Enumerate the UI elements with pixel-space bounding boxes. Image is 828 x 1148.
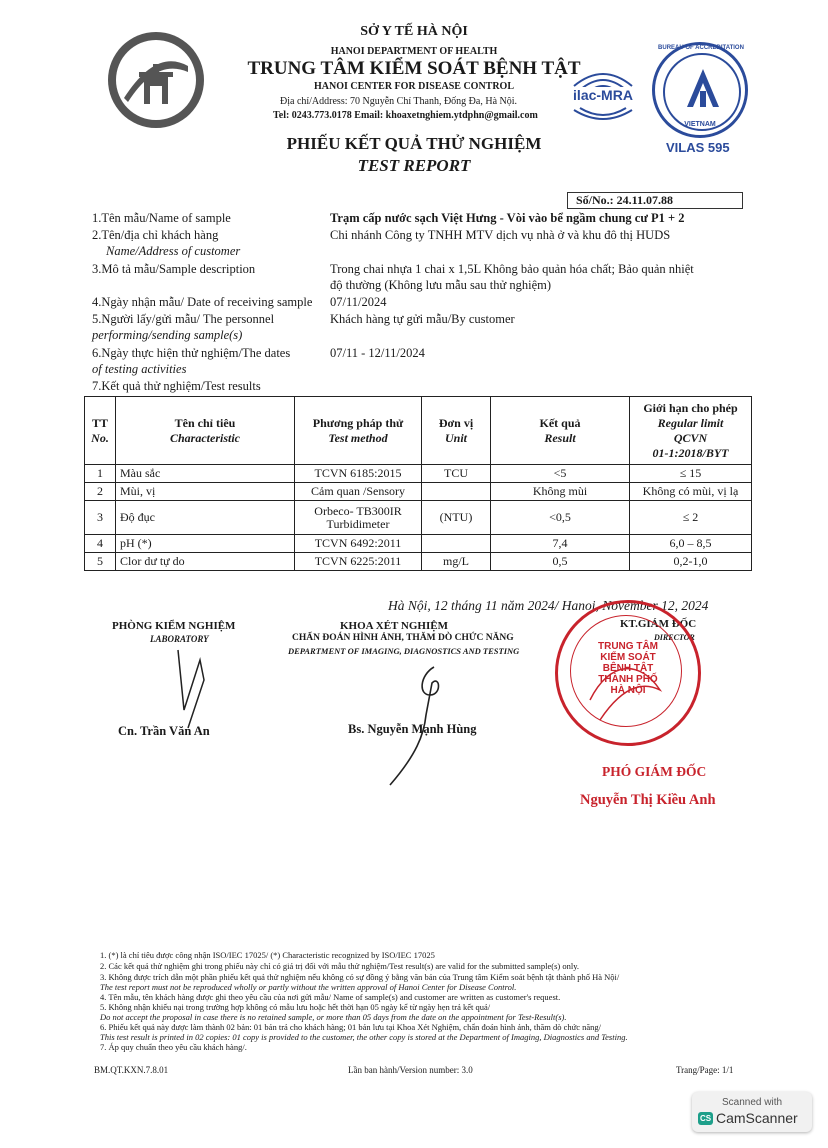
- row-characteristic: Màu sắc: [116, 465, 295, 483]
- row-no: 4: [85, 535, 116, 553]
- customer: Chi nhánh Công ty TNHH MTV dịch vụ nhà ở và khu đô thị HUDS: [330, 228, 671, 242]
- stamp-line-1: TRUNG TÂM: [598, 641, 658, 652]
- row-limit: ≤ 15: [630, 465, 752, 483]
- row-method: TCVN 6492:2011: [295, 535, 422, 553]
- row-limit: ≤ 2: [630, 501, 752, 535]
- footnote-3-en: The test report must not be reproduced wholly or partly without the written approval of Hanoi Center for Disease Control.: [100, 982, 517, 992]
- desc-1: Trong chai nhựa 1 chai x 1,5L Không bảo quản hóa chất; Bảo quản nhiệt: [330, 262, 694, 276]
- row-unit: [422, 483, 491, 501]
- test-dates: 07/11 - 12/11/2024: [330, 346, 425, 360]
- lab-person: Cn. Trần Văn An: [118, 724, 210, 738]
- table-row: [85, 483, 752, 501]
- footnote-6: 6. Phiếu kết quả này được làm thành 02 bản: 01 bản trả cho khách hàng; 01 bản lưu tại Khoa Xét Nghiệm, chẩn đoán hình ảnh, thăm dò chức năng/: [100, 1022, 602, 1032]
- vice-director-name: Nguyễn Thị Kiều Anh: [580, 792, 716, 808]
- footnote-7: 7. Áp quy chuẩn theo yêu cầu khách hàng/.: [100, 1042, 247, 1052]
- header-unit: Đơn vị Unit: [422, 397, 491, 465]
- row-method: Cảm quan /Sensory: [295, 483, 422, 501]
- row-method: TCVN 6185:2015: [295, 465, 422, 483]
- person-label-2: performing/sending sample(s): [92, 328, 243, 342]
- row-result: <5: [491, 465, 630, 483]
- form-code: BM.QT.KXN.7.8.01: [94, 1065, 169, 1075]
- row-unit: [422, 535, 491, 553]
- row-method: Orbeco- TB300IR Turbidimeter: [295, 501, 422, 535]
- row-characteristic: Mùi, vị: [116, 483, 295, 501]
- row-method: TCVN 6225:2011: [295, 553, 422, 571]
- contact: Tel: 0243.773.0178 Email: khoaxetnghiem.ytdphn@gmail.com: [273, 110, 538, 121]
- row-characteristic: Clor dư tự do: [116, 553, 295, 571]
- row-no: 2: [85, 483, 116, 501]
- stamp-line-5: HÀ NỘI: [610, 685, 646, 696]
- director-title: KT.GIÁM ĐỐC: [620, 618, 697, 630]
- row-characteristic: pH (*): [116, 535, 295, 553]
- table-row: [85, 501, 752, 535]
- desc-label: 3.Mô tả mẫu/Sample description: [92, 262, 256, 276]
- dates-label-2: of testing activities: [92, 362, 187, 376]
- footnote-5-en: Do not accept the proposal in case there is no retained sample, or more than 05 days from the date on the appointment for Test-Result(s).: [100, 1012, 567, 1022]
- footnote-2: 2. Các kết quả thử nghiệm ghi trong phiếu này chỉ có giá trị đối với mẫu thử nghiệm/Test result(s) are valid for the submitted sample(s) only.: [100, 961, 580, 971]
- dept-title-en: DEPARTMENT OF IMAGING, DIAGNOSTICS AND TESTING: [288, 646, 520, 656]
- boa-text: BUREAU OF ACCREDITATION: [658, 45, 744, 51]
- header-method: Phương pháp thử Test method: [295, 397, 422, 465]
- lab-signature: [148, 640, 228, 730]
- footnote-1: 1. (*) là chỉ tiêu được công nhận ISO/IEC 17025/ (*) Characteristic recognized by ISO/IEC 17025: [100, 950, 435, 960]
- row-no: 3: [85, 501, 116, 535]
- row-characteristic: Độ đục: [116, 501, 295, 535]
- row-limit: Không có mùi, vị lạ: [630, 483, 752, 501]
- ilac-mra-text: ilac-MRA: [560, 87, 646, 103]
- sender: Khách hàng tự gửi mẫu/By customer: [330, 312, 515, 326]
- table-row: [85, 535, 752, 553]
- director-title-en: DIRECTOR: [654, 633, 695, 642]
- scanner-line-1: Scanned with: [722, 1097, 783, 1108]
- header-result: Kết quả Result: [491, 397, 630, 465]
- row-limit: 0,2-1,0: [630, 553, 752, 571]
- person-label-1: 5.Người lấy/gửi mẫu/ The personnel: [92, 312, 275, 326]
- vilas-number: VILAS 595: [666, 140, 730, 155]
- receive-label: 4.Ngày nhận mẫu/ Date of receiving sample: [92, 295, 313, 309]
- row-no: 1: [85, 465, 116, 483]
- hcdc-logo: [104, 28, 208, 132]
- issue-date: Hà Nội, 12 tháng 11 năm 2024/ Hanoi, November 12, 2024: [388, 598, 709, 613]
- row-unit: mg/L: [422, 553, 491, 571]
- report-title-vn: PHIẾU KẾT QUẢ THỬ NGHIỆM: [286, 134, 542, 153]
- boa-country: VIETNAM: [684, 121, 716, 128]
- row-unit: TCU: [422, 465, 491, 483]
- page-number: Trang/Page: 1/1: [676, 1065, 734, 1075]
- stamp-line-2: KIỂM SOÁT: [600, 652, 656, 663]
- vice-director-title: PHÓ GIÁM ĐỐC: [602, 764, 707, 779]
- results-table: [84, 396, 752, 571]
- row-limit: 6,0 – 8,5: [630, 535, 752, 553]
- header-characteristic: Tên chỉ tiêu Characteristic: [116, 397, 295, 465]
- row-result: Không mùi: [491, 483, 630, 501]
- center-en: HANOI CENTER FOR DISEASE CONTROL: [313, 81, 515, 92]
- footnote-5: 5. Không nhận khiếu nại trong trường hợp không có mẫu lưu hoặc hết thời hạn 05 ngày kể từ ngày hẹn trả kết quả/: [100, 1002, 491, 1012]
- footnote-6-en: This test result is printed in 02 copies: 01 copy is provided to the customer, the other copy is stored at the Department of Imaging, Diagnostics and Testing.: [100, 1032, 628, 1042]
- version: Lần ban hành/Version number: 3.0: [348, 1065, 473, 1075]
- row-no: 5: [85, 553, 116, 571]
- lab-title: PHÒNG KIỂM NGHIỆM: [112, 620, 236, 632]
- results-label: 7.Kết quả thử nghiệm/Test results: [92, 379, 261, 393]
- boa-seal: [652, 42, 748, 138]
- dates-label-1: 6.Ngày thực hiện thử nghiệm/The dates: [92, 346, 291, 360]
- report-number: Số/No.: 24.11.07.88: [567, 192, 743, 209]
- header-limit: Giới hạn cho phép Regular limit QCVN 01-1:2018/BYT: [630, 397, 752, 465]
- receive-date: 07/11/2024: [330, 295, 387, 309]
- dept-title-2: CHẨN ĐOÁN HÌNH ẢNH, THĂM DÒ CHỨC NĂNG: [292, 633, 514, 643]
- table-row: [85, 465, 752, 483]
- camscanner-icon: CS: [699, 1114, 712, 1123]
- row-result: 0,5: [491, 553, 630, 571]
- customer-label-2: Name/Address of customer: [106, 244, 241, 258]
- center-vn: TRUNG TÂM KIỂM SOÁT BỆNH TẬT: [247, 58, 581, 79]
- dept-en: HANOI DEPARTMENT OF HEALTH: [330, 46, 498, 57]
- desc-2: độ thường (Không lưu mẫu sau thử nghiệm): [330, 278, 552, 292]
- stamp-line-4: THÀNH PHỐ: [598, 674, 658, 685]
- camscanner-badge: [692, 1092, 812, 1132]
- stamp-line-3: BỆNH TẬT: [602, 663, 654, 674]
- dept-title-1: KHOA XÉT NGHIỆM: [340, 620, 448, 632]
- footnote-4: 4. Tên mẫu, tên khách hàng được ghi theo yêu cầu của nơi gửi mẫu/ Name of sample(s) and customer are written as customer's request.: [100, 992, 561, 1002]
- row-result: 7,4: [491, 535, 630, 553]
- report-title-en: TEST REPORT: [357, 156, 471, 175]
- sample-name: Trạm cấp nước sạch Việt Hưng - Vòi vào bể ngầm chung cư P1 + 2: [330, 211, 685, 225]
- table-row: [85, 553, 752, 571]
- customer-label-1: 2.Tên/địa chỉ khách hàng: [92, 228, 219, 242]
- footnote-3: 3. Không được trích dẫn một phần phiếu kết quả thử nghiệm nếu không có sự đồng ý bằng văn bản của Trung tâm Kiểm soát bệnh tật thành phố Hà Nội/: [100, 972, 620, 982]
- director-signature: [570, 640, 680, 730]
- lab-title-en: LABORATORY: [150, 634, 209, 644]
- row-unit: (NTU): [422, 501, 491, 535]
- row-result: <0,5: [491, 501, 630, 535]
- dept-vn: SỞ Y TẾ HÀ NỘI: [360, 24, 468, 39]
- header-no: TT No.: [85, 397, 116, 465]
- address: Địa chỉ/Address: 70 Nguyễn Chí Thanh, Đống Đa, Hà Nội.: [280, 96, 518, 107]
- dept-person: Bs. Nguyễn Mạnh Hùng: [348, 722, 477, 736]
- scanner-line-2: CamScanner: [716, 1110, 798, 1126]
- sample-name-label: 1.Tên mẫu/Name of sample: [92, 211, 231, 225]
- ilac-mra-logo: [560, 62, 646, 126]
